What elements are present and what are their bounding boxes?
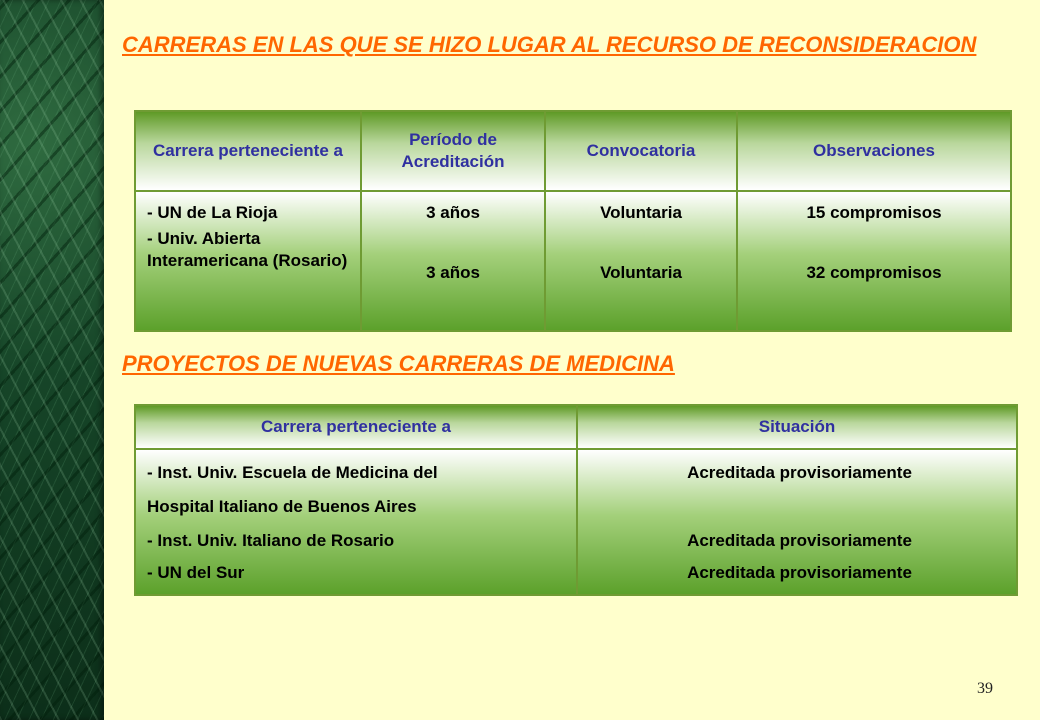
- observaciones-cell: [737, 191, 1011, 331]
- list-item: [589, 494, 1010, 528]
- list-item: Acreditada provisoriamente: [687, 531, 912, 550]
- header-periodo: Período de Acreditación: [361, 111, 545, 191]
- list-item: - UN del Sur: [147, 563, 245, 582]
- marble-sidebar: [0, 0, 104, 720]
- situacion-cell: [577, 449, 1017, 595]
- section2-title: PROYECTOS DE NUEVAS CARRERAS DE MEDICINA: [122, 351, 675, 376]
- section1-title: CARRERAS EN LAS QUE SE HIZO LUGAR AL RECURSO DE RECONSIDERACION: [122, 32, 977, 57]
- list-item: Acreditada provisoriamente: [687, 563, 912, 582]
- projects-table: [134, 404, 1018, 596]
- list-item: Voluntaria: [600, 263, 682, 282]
- reconsideration-table: [134, 110, 1012, 332]
- carrera-cell: [135, 449, 577, 595]
- table-header-row: [135, 405, 1017, 449]
- header-carrera: Carrera perteneciente a: [135, 111, 361, 191]
- table-row: [135, 449, 1017, 595]
- table-header-row: [135, 111, 1011, 191]
- list-item: Hospital Italiano de Buenos Aires: [147, 497, 417, 516]
- list-item: - UN de La Rioja: [147, 203, 278, 222]
- header-situacion: Situación: [577, 405, 1017, 449]
- list-item: - Univ. Abierta Interamericana (Rosario): [147, 229, 348, 270]
- list-item: 15 compromisos: [806, 203, 942, 222]
- list-item: - Inst. Univ. Escuela de Medicina del: [147, 463, 438, 482]
- list-item: 3 años: [426, 203, 480, 222]
- list-item: Acreditada provisoriamente: [687, 463, 912, 482]
- carrera-cell: [135, 191, 361, 331]
- periodo-cell: [361, 191, 545, 331]
- header-convocatoria: Convocatoria: [545, 111, 737, 191]
- convocatoria-cell: [545, 191, 737, 331]
- list-item: - Inst. Univ. Italiano de Rosario: [147, 531, 395, 550]
- header-carrera: Carrera perteneciente a: [135, 405, 577, 449]
- list-item: Voluntaria: [600, 203, 682, 222]
- list-item: 32 compromisos: [806, 263, 942, 282]
- header-observaciones: Observaciones: [737, 111, 1011, 191]
- table-row: [135, 191, 1011, 331]
- page-number: 39: [977, 680, 993, 697]
- list-item: 3 años: [426, 263, 480, 282]
